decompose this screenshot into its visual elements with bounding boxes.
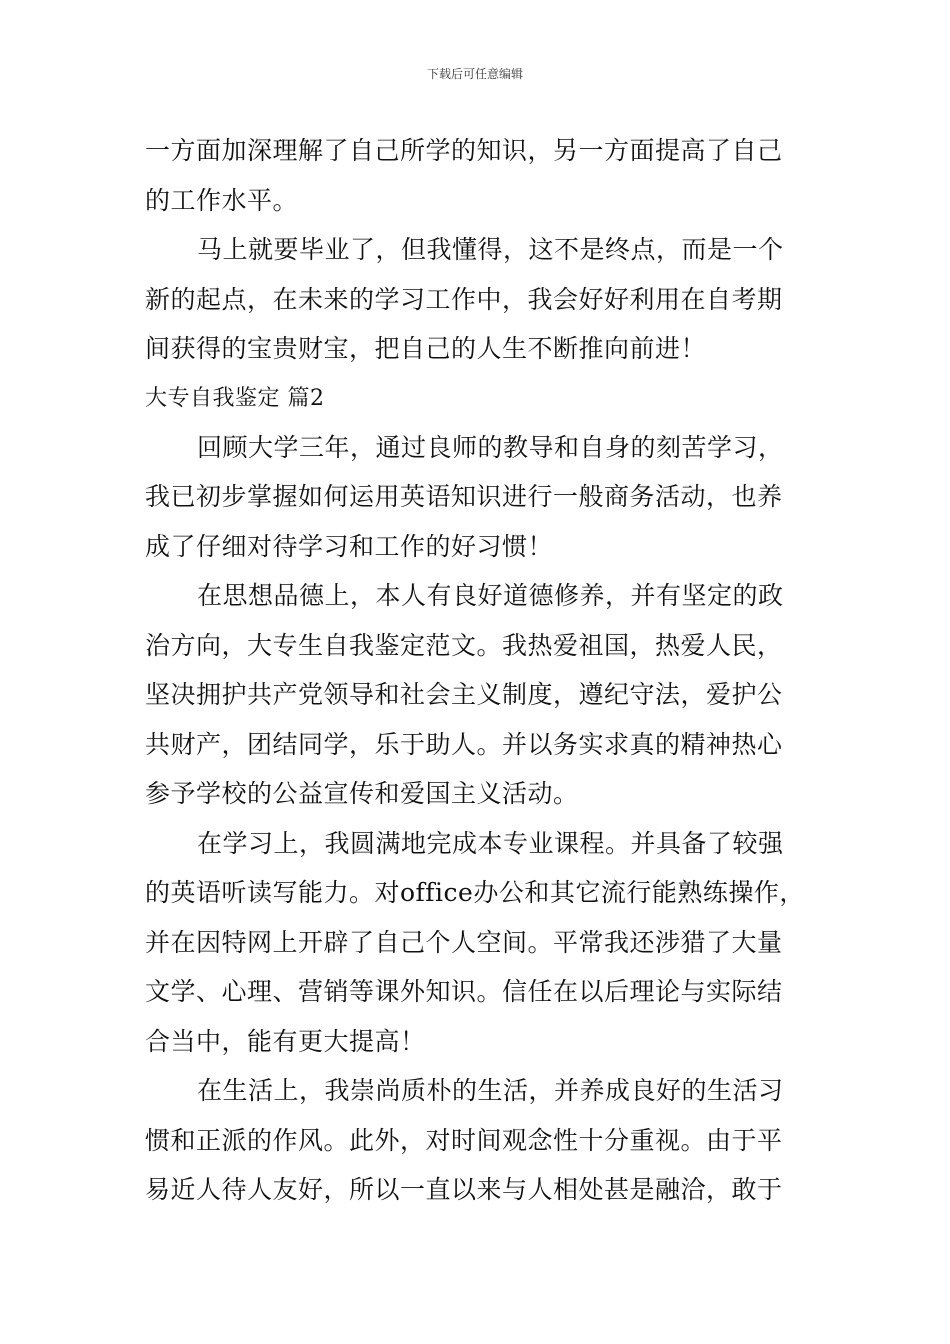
- document-body: [145, 126, 821, 1215]
- text-line: 参予学校的公益宣传和爱国主义活动。: [145, 779, 579, 808]
- text-line: 治方向，大专生自我鉴定范文。我热爱祖国，热爱人民，: [145, 630, 783, 660]
- text-line: 的英语听读写能力。对office办公和其它流行能熟练操作，: [145, 878, 805, 907]
- text-line: 惯和正派的作风。此外，对时间观念性十分重视。由于平: [145, 1125, 783, 1155]
- text-line: 并在因特网上开辟了自己个人空间。平常我还涉猎了大量: [145, 927, 783, 957]
- section-title: 大专自我鉴定 篇2: [145, 385, 325, 411]
- text-line: 间获得的宝贵财宝，把自己的人生不断推向前进！: [145, 334, 707, 363]
- text-line: 合当中，能有更大提高！: [145, 1026, 426, 1056]
- text-line: 马上就要毕业了，但我懂得，这不是终点，而是一个: [197, 235, 784, 264]
- text-line: 一方面加深理解了自己所学的知识，另一方面提高了自己: [145, 136, 783, 165]
- text-line: 我已初步掌握如何运用英语知识进行一般商务活动，也养: [145, 482, 783, 511]
- page-header: 下载后可任意编辑: [426, 67, 523, 81]
- text-line: 回顾大学三年，通过良师的教导和自身的刻苦学习，: [197, 432, 784, 462]
- text-line: 易近人待人友好，所以一直以来与人相处甚是融洽，敢于: [145, 1175, 783, 1204]
- text-line: 共财产，团结同学，乐于助人。并以务实求真的精神热心: [145, 729, 783, 759]
- text-line: 成了仔细对待学习和工作的好习惯！: [145, 531, 554, 561]
- text-line: 新的起点，在未来的学习工作中，我会好好利用在自考期: [145, 284, 783, 314]
- text-line: 在思想品德上，本人有良好道德修养，并有坚定的政: [197, 581, 784, 610]
- text-line: 的工作水平。: [145, 185, 299, 215]
- text-line: 坚决拥护共产党领导和社会主义制度，遵纪守法，爱护公: [145, 680, 783, 709]
- text-line: 在学习上，我圆满地完成本专业课程。并具备了较强: [197, 828, 784, 858]
- text-line: 在生活上，我崇尚质朴的生活，并养成良好的生活习: [197, 1076, 784, 1105]
- text-line: 文学、心理、营销等课外知识。信任在以后理论与实际结: [145, 977, 783, 1006]
